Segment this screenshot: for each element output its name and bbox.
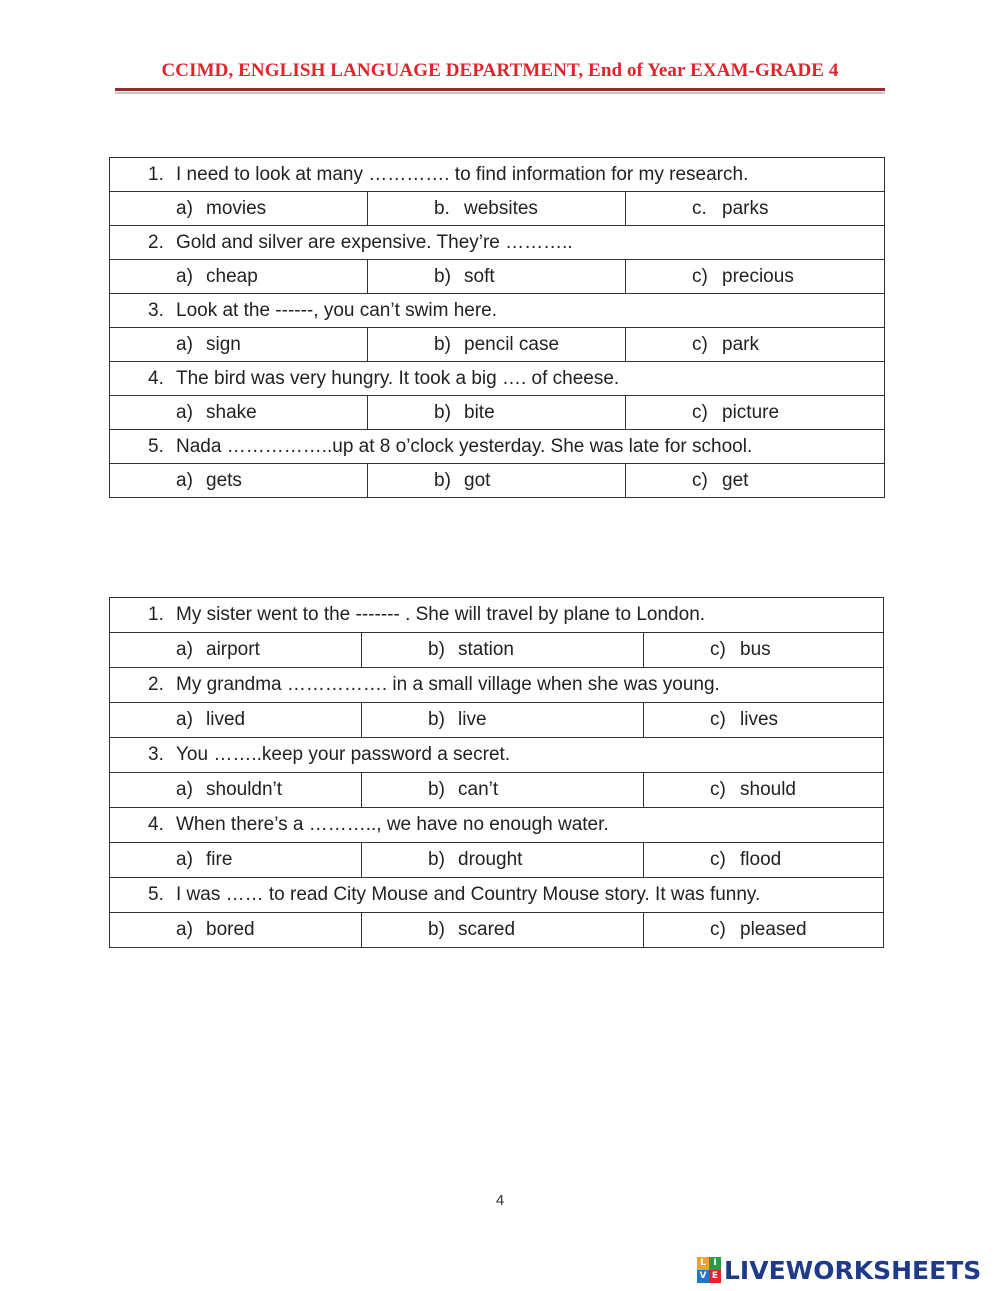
options-row (110, 260, 885, 294)
option-b[interactable] (368, 260, 626, 294)
option-label: b) (434, 333, 451, 355)
option-text: bus (740, 639, 771, 660)
option-label: c) (692, 265, 708, 287)
option-text: precious (722, 265, 794, 287)
option-a[interactable] (110, 773, 362, 808)
option-text: fire (206, 849, 233, 870)
option-c[interactable] (644, 843, 884, 878)
question-number: 4. (148, 367, 164, 389)
question-text: Look at the ------, you can’t swim here. (176, 299, 497, 321)
option-label: a) (176, 469, 193, 491)
option-label: a) (176, 333, 193, 355)
options-row (110, 464, 885, 498)
option-text: pleased (740, 919, 807, 940)
question-text: I need to look at many …………. to find information for my research. (176, 163, 749, 185)
option-label: b) (428, 919, 445, 940)
option-label: b. (434, 197, 450, 219)
question-stem (110, 430, 885, 464)
question-text: Nada ……………..up at 8 o’clock yesterday. She was late for school. (176, 435, 753, 457)
option-label: c) (710, 919, 726, 940)
option-label: c) (710, 779, 726, 800)
option-text: airport (206, 639, 260, 660)
question-stem (110, 362, 885, 396)
option-label: b) (428, 639, 445, 660)
options-row (110, 913, 884, 948)
option-a[interactable] (110, 633, 362, 668)
option-label: a) (176, 197, 193, 219)
question-stem (110, 294, 885, 328)
question-stem (110, 808, 884, 843)
option-label: c) (692, 333, 708, 355)
option-label: b) (428, 779, 445, 800)
question-number: 5. (148, 435, 164, 457)
option-label: b) (434, 265, 451, 287)
option-text: gets (206, 469, 242, 491)
option-text: got (464, 469, 491, 491)
header-rule (115, 88, 885, 91)
option-label: a) (176, 639, 193, 660)
option-text: can’t (458, 779, 499, 800)
logo-text: LIVEWORKSHEETS (724, 1255, 982, 1285)
option-c[interactable] (626, 396, 885, 430)
question-number: 4. (148, 814, 164, 835)
option-b[interactable] (368, 192, 626, 226)
option-label: a) (176, 849, 193, 870)
option-label: a) (176, 709, 193, 730)
question-row (110, 294, 885, 328)
option-c[interactable] (644, 703, 884, 738)
question-number: 3. (148, 299, 164, 321)
option-label: a) (176, 779, 193, 800)
liveworksheets-logo (697, 1255, 981, 1285)
option-text: cheap (206, 265, 258, 287)
question-text: My sister went to the ------- . She will travel by plane to London. (176, 604, 706, 625)
question-table-1 (109, 157, 885, 498)
option-label: b) (434, 469, 451, 491)
question-table-2 (109, 597, 884, 948)
option-label: c) (710, 709, 726, 730)
question-row (110, 158, 885, 192)
option-text: park (722, 333, 759, 355)
question-row (110, 668, 884, 703)
option-label: c) (692, 469, 708, 491)
option-label: c. (692, 197, 707, 219)
option-text: shake (206, 401, 257, 423)
option-c[interactable] (626, 328, 885, 362)
option-c[interactable] (626, 260, 885, 294)
option-text: live (458, 709, 487, 730)
option-text: scared (458, 919, 516, 940)
option-c[interactable] (644, 913, 884, 948)
question-row (110, 808, 884, 843)
option-b[interactable] (362, 703, 644, 738)
option-text: picture (722, 401, 780, 423)
option-b[interactable] (362, 843, 644, 878)
option-label: b) (428, 849, 445, 870)
question-row (110, 738, 884, 773)
question-number: 5. (148, 884, 164, 905)
question-stem (110, 878, 884, 913)
option-label: b) (428, 709, 445, 730)
question-text: The bird was very hungry. It took a big …. of cheese. (176, 367, 620, 389)
option-a[interactable] (110, 464, 368, 498)
option-label: c) (710, 849, 726, 870)
page-header-title: CCIMD, ENGLISH LANGUAGE DEPARTMENT, End of Year EXAM-GRADE 4 (161, 60, 839, 81)
option-label: a) (176, 265, 193, 287)
option-text: flood (740, 849, 782, 870)
question-stem (110, 738, 884, 773)
header-rule-shadow (115, 92, 885, 94)
option-a[interactable] (110, 396, 368, 430)
option-text: parks (722, 197, 769, 219)
question-stem (110, 668, 884, 703)
question-number: 1. (148, 163, 164, 185)
option-a[interactable] (110, 192, 368, 226)
question-text: When there’s a ……….., we have no enough water. (176, 814, 609, 835)
option-a[interactable] (110, 913, 362, 948)
option-a[interactable] (110, 328, 368, 362)
option-text: get (722, 469, 749, 491)
option-label: a) (176, 401, 193, 423)
option-text: websites (464, 197, 538, 219)
option-text: lived (206, 709, 246, 730)
option-label: a) (176, 919, 193, 940)
question-stem (110, 598, 884, 633)
option-c[interactable] (626, 192, 885, 226)
page-number: 4 (495, 1192, 505, 1209)
question-text: Gold and silver are expensive. They’re ……….. (176, 231, 573, 253)
option-b[interactable] (362, 773, 644, 808)
options-row (110, 396, 885, 430)
question-number: 2. (148, 674, 164, 695)
option-label: c) (710, 639, 726, 660)
logo-blocks-icon: L I V E (697, 1257, 721, 1283)
options-row (110, 192, 885, 226)
question-number: 2. (148, 231, 164, 253)
option-text: should (740, 779, 796, 800)
question-number: 1. (148, 604, 164, 625)
option-b[interactable] (362, 633, 644, 668)
option-b[interactable] (362, 913, 644, 948)
option-text: pencil case (464, 333, 560, 355)
option-label: c) (692, 401, 708, 423)
option-text: station (458, 639, 514, 660)
question-stem (110, 158, 885, 192)
question-row (110, 430, 885, 464)
option-c[interactable] (644, 773, 884, 808)
question-text: My grandma ……………. in a small village when she was young. (176, 674, 720, 695)
option-text: lives (740, 709, 779, 730)
option-label: b) (434, 401, 451, 423)
option-text: movies (206, 197, 267, 219)
question-text: You ……..keep your password a secret. (176, 744, 511, 765)
options-row (110, 328, 885, 362)
question-stem (110, 226, 885, 260)
question-row (110, 878, 884, 913)
options-row (110, 843, 884, 878)
option-text: shouldn’t (206, 779, 283, 800)
question-row (110, 226, 885, 260)
option-b[interactable] (368, 396, 626, 430)
option-a[interactable] (110, 260, 368, 294)
option-c[interactable] (644, 633, 884, 668)
option-text: drought (458, 849, 523, 870)
options-row (110, 633, 884, 668)
option-text: bored (206, 919, 255, 940)
option-text: sign (206, 333, 241, 355)
option-text: soft (464, 265, 495, 287)
options-row (110, 773, 884, 808)
option-a[interactable] (110, 843, 362, 878)
question-text: I was …… to read City Mouse and Country Mouse story. It was funny. (176, 884, 761, 905)
question-row (110, 598, 884, 633)
option-c[interactable] (626, 464, 885, 498)
question-row (110, 362, 885, 396)
option-a[interactable] (110, 703, 362, 738)
option-text: bite (464, 401, 495, 423)
options-row (110, 703, 884, 738)
option-b[interactable] (368, 328, 626, 362)
question-number: 3. (148, 744, 164, 765)
option-b[interactable] (368, 464, 626, 498)
